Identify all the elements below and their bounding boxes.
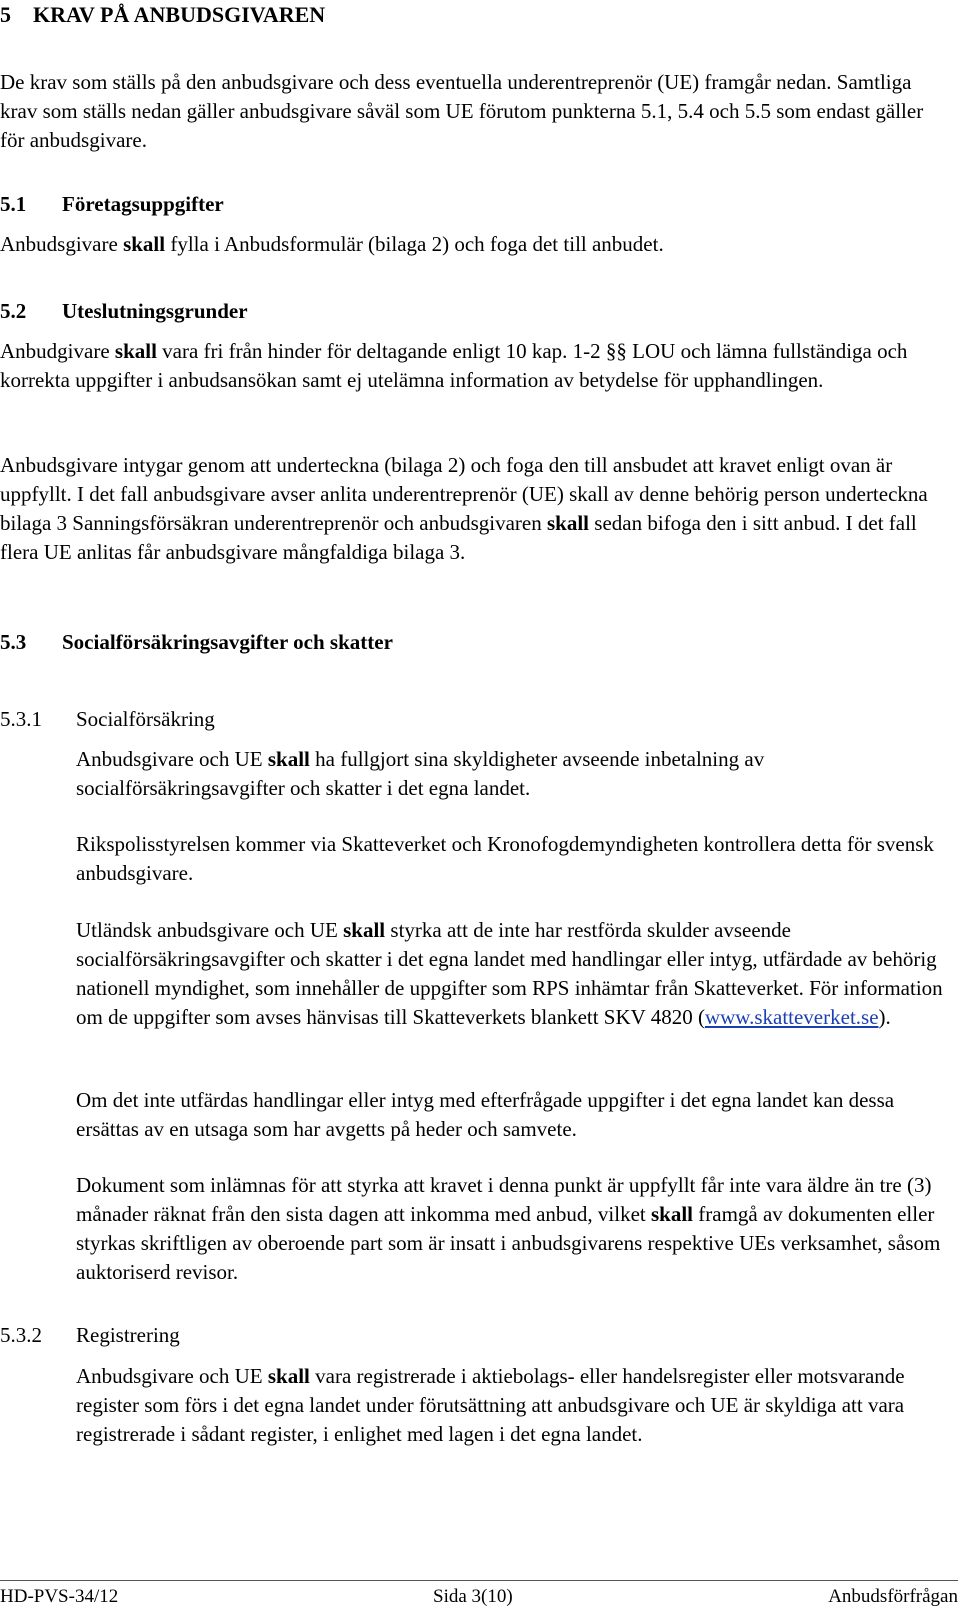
page-footer — [0, 1580, 958, 1607]
section-5-3-1-title: Socialförsäkring — [76, 707, 215, 731]
section-5-2-paragraph-2: Anbudsgivare intygar genom att underteckna (bilaga 2) och foga den till ansbudet att kravet enligt ovan är uppfyllt. I det fall anbudsgivare avser anlita underentreprenör (UE) skall av denne behörig person underteckna bilaga 3 Sanningsförsäkran underentreprenör och anbudsgivaren skall sedan bifoga den i sitt anbud. I det fall flera UE anlitas får anbudsgivare mångfaldiga bilaga 3. — [0, 453, 928, 564]
section-5-3-1-number: 5.3.1 — [0, 707, 42, 731]
section-5-1-number: 5.1 — [0, 192, 27, 216]
section-5-3-1-paragraph-5: Dokument som inlämnas för att styrka att kravet i denna punkt är uppfyllt får inte vara äldre än tre (3) månader räknat från den sista dagen att inkomma med anbud, vilket skall framgå av dokumenten eller styrkas skriftligen av oberoende part som är insatt i anbudsgivarens respektive UEs verksamhet, såsom auktoriserd revisor. — [76, 1173, 941, 1284]
footer-document-id: HD-PVS-34/12 — [0, 1586, 119, 1607]
section-5-1-heading — [0, 190, 945, 219]
section-5-2-heading — [0, 297, 945, 326]
section-5-3-2-title: Registrering — [76, 1323, 180, 1347]
section-5-2-paragraph-1: Anbudgivare skall vara fri från hinder för deltagande enligt 10 kap. 1-2 §§ LOU och lämna fullständiga och korrekta uppgifter i anbudsansökan samt ej utelämna information av betydelse för upphandlingen. — [0, 339, 908, 392]
section-5-3-2-paragraph-1: Anbudsgivare och UE skall vara registrerade i aktiebolags- eller handelsregister eller motsvarande register som förs i det egna landet under förutsättning att anbudsgivare och UE är skyldiga att vara registrerade i sådant register, i enlighet med lagen i det egna landet. — [76, 1364, 905, 1446]
footer-page-number: Sida 3(10) — [433, 1586, 513, 1607]
section-5-3-title: Socialförsäkringsavgifter och skatter — [62, 630, 393, 654]
section-5-3-1-heading — [0, 705, 945, 734]
section-5-3-2-number: 5.3.2 — [0, 1323, 42, 1347]
footer-document-type: Anbudsförfrågan — [828, 1586, 958, 1607]
section-5-3-1-paragraph-4: Om det inte utfärdas handlingar eller intyg med efterfrågade uppgifter i det egna landet kan dessa ersättas av en utsaga som har avgetts på heder och samvete. — [76, 1088, 895, 1141]
section-5-title: KRAV PÅ ANBUDSGIVAREN — [33, 2, 326, 27]
section-5-number: 5 — [0, 2, 11, 27]
section-5-3-heading — [0, 628, 945, 657]
section-5-2-number: 5.2 — [0, 299, 27, 323]
section-5-3-2-heading — [0, 1321, 945, 1350]
section-5-3-1-paragraph-2: Rikspolisstyrelsen kommer via Skatteverket och Kronofogdemyndigheten kontrollera detta för svensk anbudsgivare. — [76, 832, 934, 885]
section-5-3-number: 5.3 — [0, 630, 27, 654]
section-5-3-1-paragraph-1: Anbudsgivare och UE skall ha fullgjort sina skyldigheter avseende inbetalning av socialförsäkringsavgifter och skatter i det egna landet. — [76, 747, 765, 800]
skatteverket-link[interactable]: www.skatteverket.se — [704, 1005, 879, 1029]
section-5-heading — [0, 0, 945, 29]
section-5-intro: De krav som ställs på den anbudsgivare och dess eventuella underentreprenör (UE) framgår nedan. Samtliga krav som ställs nedan gäller anbudsgivare såväl som UE förutom punkterna 5.1, 5.4 och 5.5 som endast gäller för anbudsgivare. — [0, 70, 924, 152]
section-5-2-title: Uteslutningsgrunder — [62, 299, 248, 323]
section-5-3-1-paragraph-3: Utländsk anbudsgivare och UE skall styrka att de inte har restförda skulder avseende socialförsäkringsavgifter och skatter i det egna landet med handlingar eller intyg, utfärdade av behörig nationell myndighet, som innehåller de uppgifter som RPS inhämtar från Skatteverket. För information om de uppgifter som avses hänvisas till Skatteverkets blankett SKV 4820 (www.skatteverket.se). — [76, 918, 943, 1029]
section-5-1-title: Företagsuppgifter — [62, 192, 224, 216]
section-5-1-paragraph: Anbudsgivare skall fylla i Anbudsformulär (bilaga 2) och foga det till anbudet. — [0, 232, 664, 256]
